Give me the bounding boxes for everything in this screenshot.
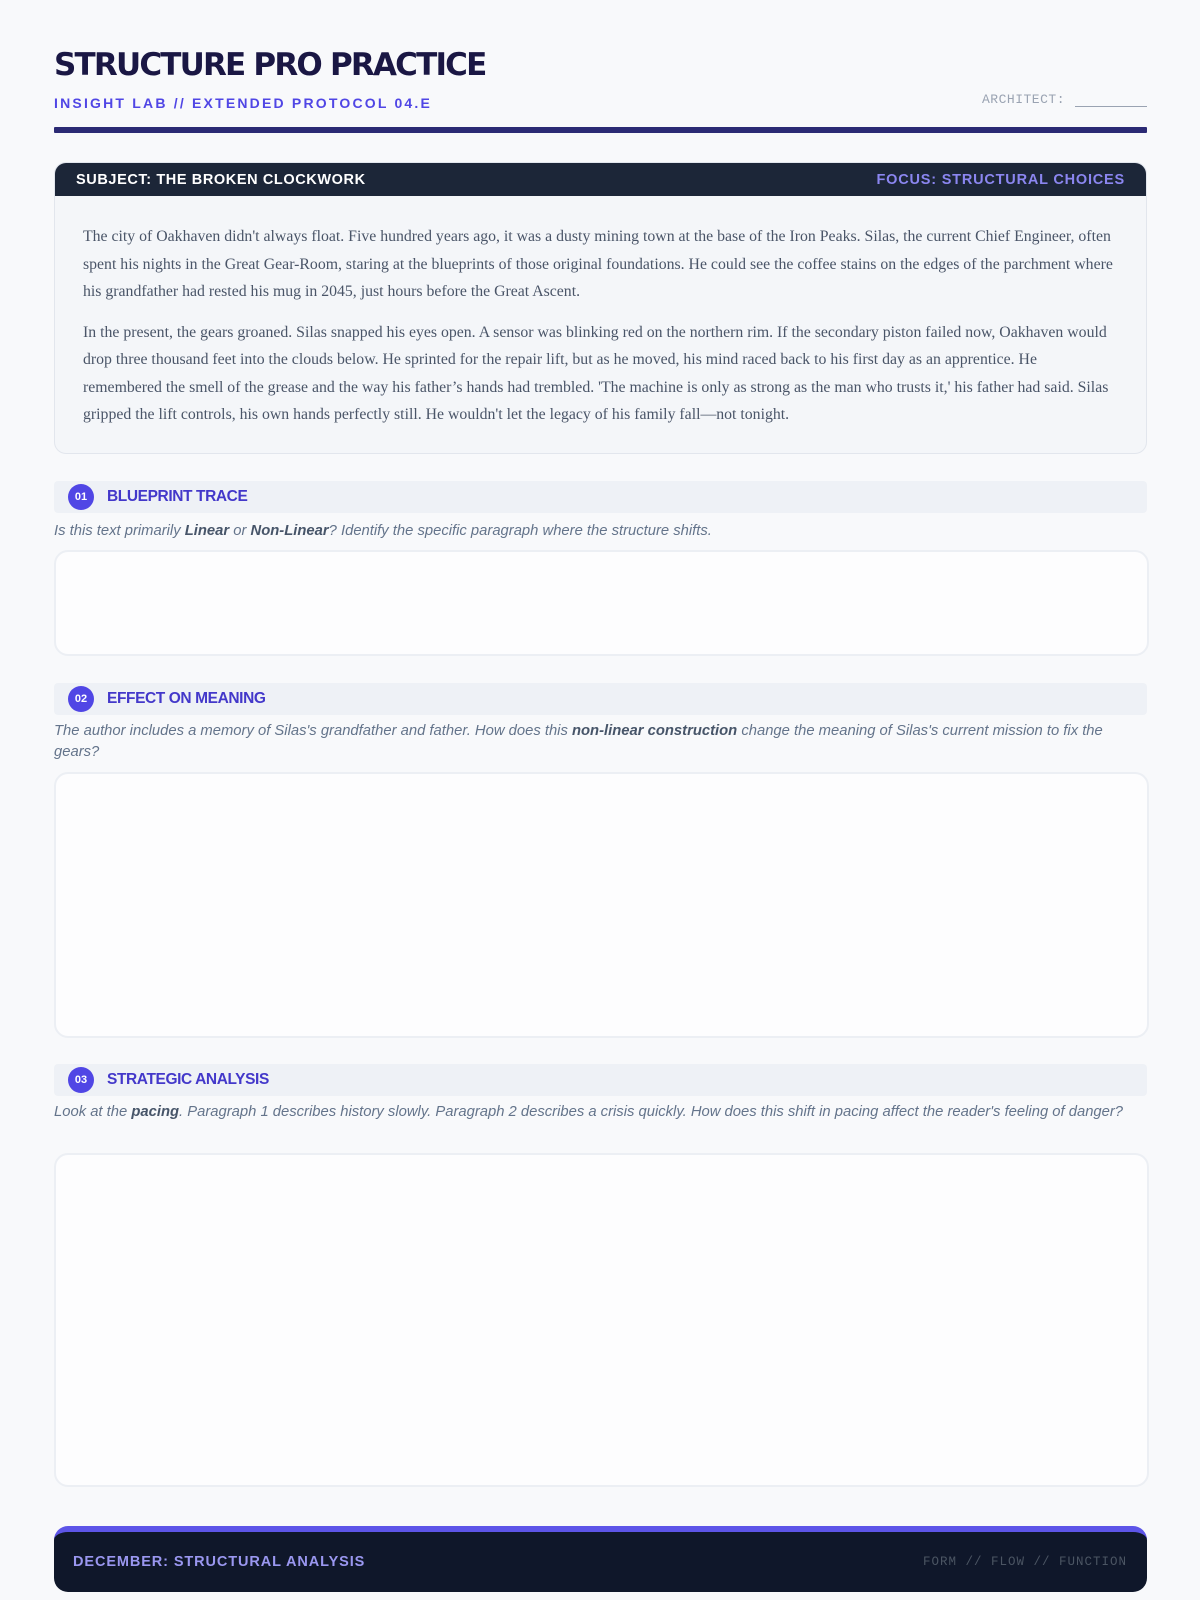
answer-box-2[interactable]	[54, 772, 1149, 1038]
page-header	[54, 0, 1147, 134]
answer-box-3[interactable]	[54, 1153, 1149, 1487]
passage-card	[54, 162, 1147, 454]
architect-label: ARCHITECT:	[981, 92, 1065, 107]
prompt-text: or	[229, 523, 251, 539]
prompt-emphasis: Non-Linear	[250, 523, 329, 539]
question-prompt-2	[54, 721, 1147, 763]
question-title: EFFECT ON MEANING	[107, 690, 266, 707]
footer-tagline: FORM // FLOW // FUNCTION	[922, 1555, 1127, 1569]
passage-paragraph: In the present, the gears groaned. Silas snapped his eyes open. A sensor was blinking red on the northern rim. If the secondary piston failed now, Oakhaven would drop three thousand feet into the clouds below. He sprinted for the repair lift, but as he moved, his mind raced back to his first day as an apprentice. He remembered the smell of the grease and the way his father’s hands had trembled. 'The machine is only as strong as the man who trusts it,' his father had said. Silas gripped the lift controls, his own hands perfectly still. He wouldn't let the legacy of his family fall—not tonight.	[83, 323, 1109, 423]
question-number-badge: 03	[68, 1067, 94, 1093]
architect-blank-line[interactable]	[1075, 94, 1147, 107]
question-header-2	[54, 683, 1147, 715]
question-prompt-3	[54, 1102, 1147, 1123]
question-prompt-1	[54, 521, 1147, 542]
header-divider	[54, 127, 1147, 133]
prompt-text: Is this text primarily	[54, 523, 185, 539]
prompt-text: Look at the	[54, 1104, 132, 1120]
prompt-text: change the meaning of Silas's current mission to fix the gears?	[54, 723, 1103, 760]
prompt-emphasis: pacing	[131, 1104, 180, 1120]
answer-box-1[interactable]	[54, 550, 1149, 656]
page-title: STRUCTURE PRO PRACTICE	[54, 47, 486, 83]
question-title: BLUEPRINT TRACE	[107, 488, 248, 505]
prompt-text: . Paragraph 1 describes history slowly. Paragraph 2 describes a crisis quickly. How does this shift in pacing affect the reader's feeling of danger?	[179, 1104, 1124, 1120]
question-number-badge: 02	[68, 686, 94, 712]
prompt-emphasis: Linear	[184, 523, 230, 539]
footer-unit-label: DECEMBER: STRUCTURAL ANALYSIS	[73, 1554, 366, 1570]
prompt-text: The author includes a memory of Silas's grandfather and father. How does this	[54, 723, 572, 739]
question-number-badge: 01	[68, 484, 94, 510]
prompt-text: ? Identify the specific paragraph where the structure shifts.	[328, 523, 712, 539]
passage-paragraph: The city of Oakhaven didn't always float. Five hundred years ago, it was a dusty mining town at the base of the Iron Peaks. Silas, the current Chief Engineer, often spent his nights in the Great Gear-Room, staring at the blueprints of those original foundations. He could see the coffee stains on the edges of the parchment where his grandfather had rested his mug in 2045, just hours before the Great Ascent.	[83, 228, 1113, 300]
page-footer	[54, 1526, 1147, 1592]
passage-focus: FOCUS: STRUCTURAL CHOICES	[876, 171, 1125, 188]
passage-card-header	[55, 163, 1146, 196]
question-header-3	[54, 1064, 1147, 1096]
passage-body	[55, 196, 1146, 429]
page-subtitle: INSIGHT LAB // EXTENDED PROTOCOL 04.E	[54, 95, 433, 111]
worksheet-page	[54, 0, 1147, 1120]
question-header-1	[54, 481, 1147, 513]
prompt-emphasis: non-linear construction	[571, 723, 738, 739]
passage-subject: SUBJECT: THE BROKEN CLOCKWORK	[76, 171, 366, 188]
question-title: STRATEGIC ANALYSIS	[107, 1071, 269, 1088]
architect-field	[982, 92, 1147, 107]
